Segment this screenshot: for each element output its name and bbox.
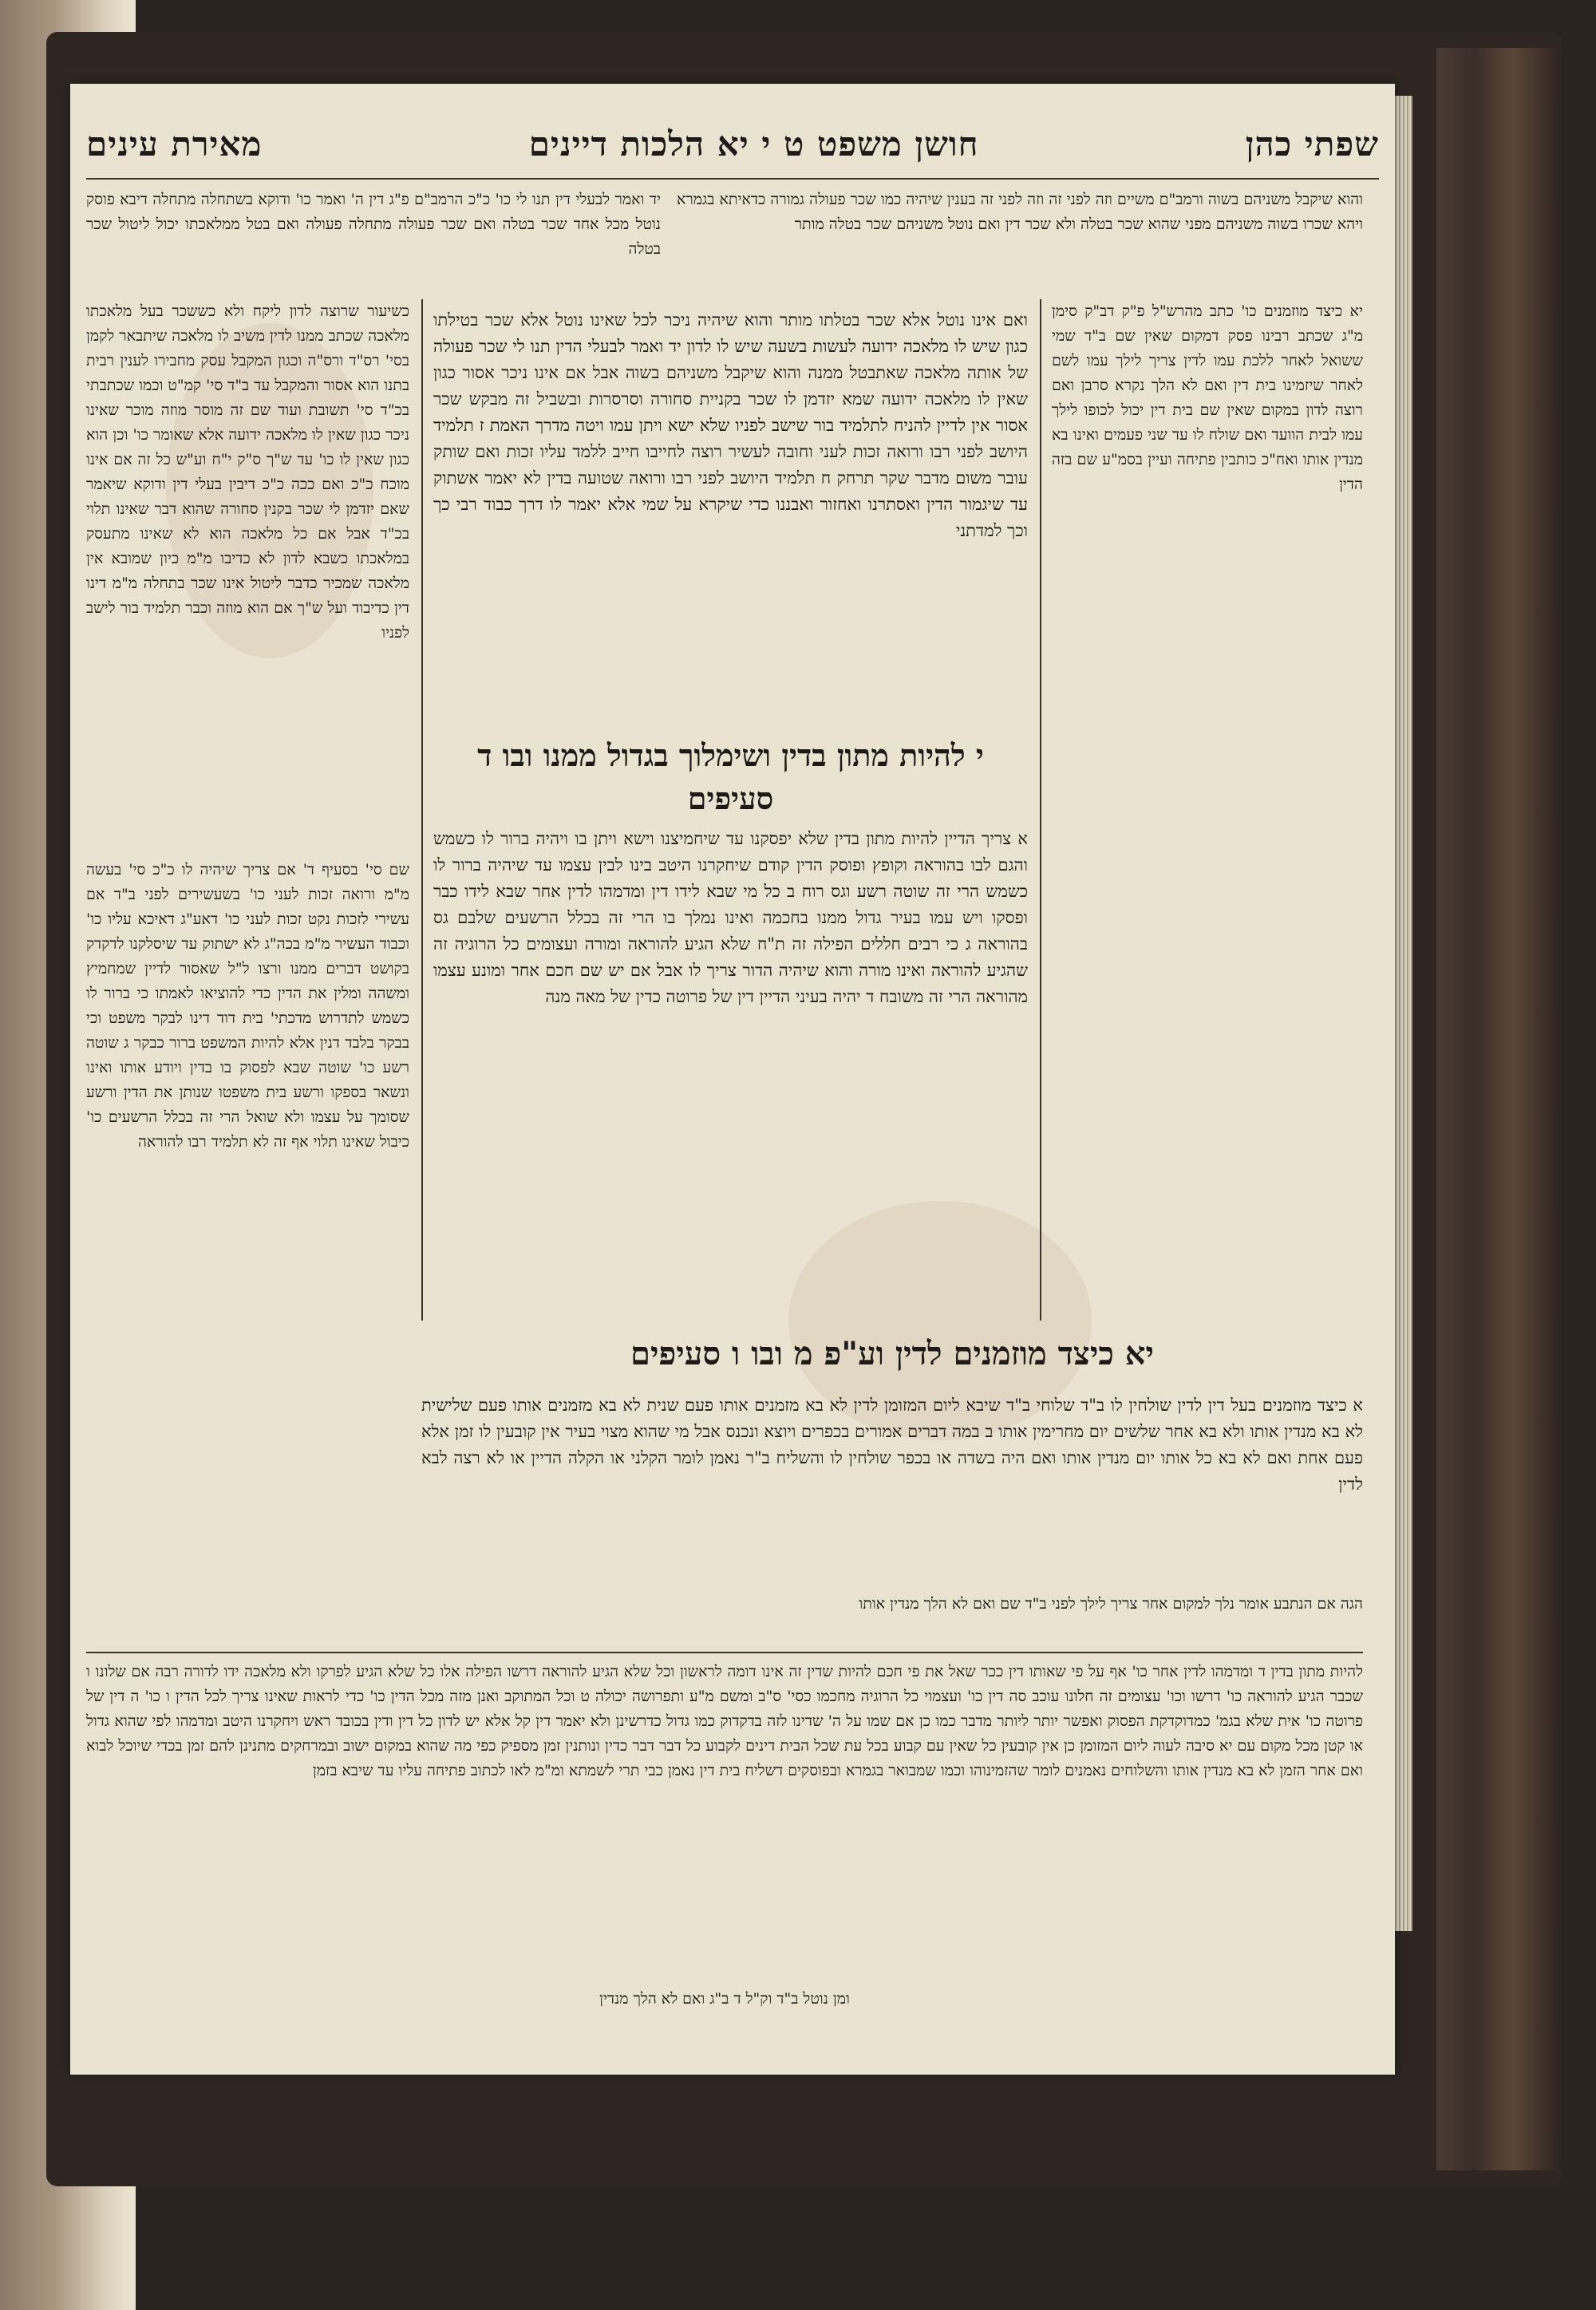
center-main-text <box>433 307 1028 722</box>
note-text: הגה אם הנתבע אומר נלך למקום אחר צריך לילך לפני ב"ד שם ואם לא הלך מנדין אותו <box>859 1595 1363 1613</box>
siman-11-body <box>421 1392 1363 1592</box>
running-head-center: חושן משפט ט י יא הלכות דיינים <box>528 124 979 164</box>
column-divider <box>1040 299 1041 1321</box>
running-head-right: שפתי כהן <box>1245 124 1379 164</box>
bottom-commentary <box>86 1660 1363 1979</box>
left-commentary-lower <box>86 858 409 1528</box>
running-head-left: מאירת עינים <box>86 124 263 164</box>
top-left-commentary <box>86 188 661 291</box>
right-cover-board <box>1436 48 1564 2170</box>
commentary-text: יד ואמר לבעלי דין תנו לי כו' כ"כ הרמב"ם פ"ג דין ה' ואמר כו' ודוקא בשתחלה מתחלה דיבא פוסק נוטל מכל אחד שכר בטלה ואם שכר פעולה מתחלה פעולה ואם בטל ממלאכתו יכול ליטול שכר בטלה <box>86 191 661 258</box>
top-right-commentary <box>677 188 1363 291</box>
column-divider <box>421 299 423 1321</box>
commentary-text: שם סי' בסעיף ד' אם צריך שיהיה לו כ"כ סי' בעשה מ"מ ורואה זכות לעני כו' בשעשירים לפני ב"ד אם עשירי לזכות נקט זכות לעני כו' דאע"ג דאיכא עליו כו' וכבוד העשיר מ"מ בכה"ג לא ישתוק עד שיסלקנו לדקדק בקושט דברים ממנו ורצו ל"ל שאסור לדיין שמחמיץ ומשהה ומלין את הדין כדי להוציאו לאמתו כי ברור לו כשמש לתדרוש מדכתי' בית דוד דינו לבקר משפט וכי בבקר בלבד דנין אלא להיות המשפט ברור כבקר ג שוטה רשע כו' שוטה שבא לפסוק בו בדין ויודע אותו ואינו ונשאר בספקו ורשע בית משפטו שנותן את הדין ורשע שסומך על עצמו ולא שואל הרי זה בכלל הרשעים כו' כיבול שאינו תלוי אף זה לא תלמיד רבו להוראה <box>86 861 409 1151</box>
header-rule <box>86 178 1379 180</box>
main-text: א צריך הדיין להיות מתון בדין שלא יפסקנו עד שיחמיצנו וישא ויתן בו ויהיה ברור לו כשמש והגם לבו בהוראה וקופץ ופוסק הדין קודם שיחקרנו היטב בינו לבין עצמו עד שיהיה ברור לו כשמש הרי זה שוטה רשע וגס רוח ב כל מי שבא לידו דין ומדמהו לדין אחר שבא לידו כבר ופסקו ויש עמו בעיר גדול ממנו בחכמה ואינו נמלך בו הרי זה בכלל הרשעים שלבם גס בהוראה ג כי רבים חללים הפילה זה ת"ח שלא הגיע להוראה ומורה ועצומים כל הרוגיה זה שהגיע להוראה ואינו מורה והוא שיהיה הדור צריך לו אבל אם יש שם חכם אחר ומונע עצמו מהוראה הרי זה משובח ד יהיה בעיני הדיין דין של פרוטה כדין של מאה מנה <box>433 829 1028 1006</box>
running-head <box>86 120 1379 168</box>
book-page <box>70 84 1395 2075</box>
commentary-text: יא כיצד מוזמנים כו' כתב מהרש"ל פ"ק דב"ק סימן מ"ג שכתב רבינו פסק דמקום שאין שם ב"ד שמי ששואל לאחר ללכת עמו לדין צריך לילך עמו לשם לאחר שיזמינו בית דין ואם לא הלך נקרא סרבן ואם רוצה לדון במקום שאין שם בית דין יכול לכופו לילך עמו לבית הוועד ואם שולח לו עד שני פעמים ואינו בא מנדין אותו ואח"כ כותבין פתיחה ועיין בסמ"ע שם בזה הדין <box>1052 302 1363 493</box>
commentary-text: כשיעור שרוצה לדון ליקח ולא כששכר בעל מלאכתו מלאכה שכתב ממנו לדין משיב לו מלאכה שיתבאר לקמן בסי' רס"ד ורס"ה וכגון המקבל עסק מחבירו לענין רבית בתנו הוא אסור והמקבל עד ב"ד סי' קמ"ט וכמו שכתבתי בכ"ד סי' תשובת ועוד שם זה מוסר מוזה מוכר שאינו ניכר כגון שאין לו מלאכה ידועה אלא שאומר כו' וכן הוא כגון שאין לו כו' עד ש"ך ס"ק י"ח וע"ש כל זה אם אינו מוכח כ"כ ואם ככה כ"כ דיבין בעלי דין ודוקא שיאמר שאם יזדמן לי שכר בקנין סחורה שהוא דבר שאינו תלוי בכ"ד אבל אם כל מלאכה הוא לא שאינו מתעסק במלאכתו כשבא לדון לא כדיבו מ"מ כיון שמובא אין מלאכה שמכיר כדבר ליטול אינו שכר בתחלה מ"מ דינו דין כדיבוד ועל ש"ך אם הוא מוזה וכבר תלמיד בור לישב לפניו <box>86 302 409 642</box>
hagah-note <box>421 1592 1363 1648</box>
main-text: ואם אינו נוטל אלא שכר בטלתו מותר והוא שיהיה ניכר לכל שאינו נוטל אלא שכר בטילתו כגון שיש לו מלאכה ידועה לעשות בשעה שיש לו לדון יד ואמר לבעלי הדין תנו לי שכר פעולה של אותה מלאכה שאתבטל ממנה והוא שיקבל משניהם בשוה אבל אם אינו ניכר אסור כגון שאין לו מלאכה ידועה שמא יזדמן לו שכר בקניית סחורה וסרסרות ובשביל זה מבקש שכר אסור אין לדיין להניח לתלמיד בור שישב לפניו שלא ישא ויתן עמו ויטה מדרך האמת ז תלמיד היושב לפני רבו ורואה זכות לעני וחובה לעשיר רוצה לחייבו חייב ללמד עליו זכות ואם שותק עובר משום מדבר שקר תרחק ח תלמיד היושב לפני רבו ורואה שטועה בדין לא יאמר אשתוק עד שיגמור הדין ואסתרנו ואחזור ואבננו כדי שיקרא על שמי אלא יאמר לו דרך כבוד רבי כך וכך למדתני <box>433 310 1028 540</box>
left-commentary-upper <box>86 299 409 850</box>
commentary-text: להיות מתון בדין ד ומדמהו לדין אחר כו' אף על פי שאותו דין ככר שאל את פי חכם להיות שדין זה אינו דומה לראשון וכל שלא הגיע להוראה דרשו הפילה אלו כל שלא הגיע לפרקו ולא מלאכה ידו לדורה רבה אם שלונו ו שכבר הגיע להוראה כו' דרשו וכו' עצומים זה חלונו עוכב סה דין כו' ועצמוי כל הרוגיה מחכמו כסי' ס"ב ומשם מ"ע ותפרושה יכולה ט וכל המתוקב ואנן מזה מכל הדין כו' כדי לראות שאינו צריך לכל הדין ו כו' ה דין של פרוטה כו' אית שלא בגמ' כמדוקדקת הפסוק ואפשר יותר ליותר מדבר כמו כן אם שמו על ה' שדינו לזה בדקדוק כמו גדול כדרשינן ולא יאמר דין קל אלא יש לדון כל דין ודין בכובד ראש ויחקרנו היטב ומדמהו לפי שהוא גדול או קטן מכל מקום עם יא סיבה לעוה ליום המזומן כן אין קובעין כל שאין עם קבוע בכל עת שכל הבית דינים לקבוע כל דבר דבר כדין ונותנין זמן מספיק כפי מה שהוא במקום ישוב ובמרחקים מתנינן להם זמן בכדי שיוכל לבוא ואם אחר הזמן לא בא מנדין אותו והשלוחים נאמנים לומר שהזמינוהו וכמו שמבואר בגמרא ובפוסקים דשליח בית דין נאמן כבי תרי לשמתא ומ"מ לאו לכתוב פתיחה עליו עד שיבא בזמן <box>86 1663 1363 1779</box>
commentary-rule <box>86 1652 1363 1653</box>
siman-10-heading: י להיות מתון בדין ושימלוך בגדול ממנו ובו ד סעיפים <box>477 737 984 816</box>
commentary-text: והוא שיקבל משניהם בשוה ורמב"ם משיים וזה לפני זה וזה לפני זה בענין שיהיה כמו שכר פעולה גמורה כדאיתא בגמרא ויהא שכרו בשוה משניהם מפני שהוא שכר בטלה ולא שכר דין ואם נוטל משניהם שכר בטלה מותר <box>677 191 1363 233</box>
main-text: א כיצד מוזמנים בעל דין לדין שולחין לו ב"ד שלוחי ב"ד שיבא ליום המזומן לדין לא בא מזמנים אותו פעם שנית לא בא מזמנים אותו פעם שלישית לא בא מנדין אותו ולא בא אחר שלשים יום מחרימין אותו ב במה דברים אמורים בכפרים ויוצא ונכנס אבל מי שהוא מצוי בעיר אין קובעין לו זמן אלא פעם אחת ואם לא בא כל אותו יום מנדין אותו ואם היה בשדה או בכפר שולחין לו והשליח ב"ר נאמן לומר הקלני או הקלה הדיין או לא רצה לבא לדין <box>421 1396 1363 1494</box>
footer-line <box>86 1987 1363 2019</box>
siman-10-body <box>433 826 1028 1321</box>
right-commentary-column <box>1052 299 1363 1321</box>
siman-11-heading: יא כיצד מוזמנים לדין וע"פ מ ובו ו סעיפים <box>630 1335 1154 1372</box>
footer-text: ומן נוטל ב"ד וק"ל ד ב"ג ואם לא הלך מנדין <box>599 1990 850 2008</box>
